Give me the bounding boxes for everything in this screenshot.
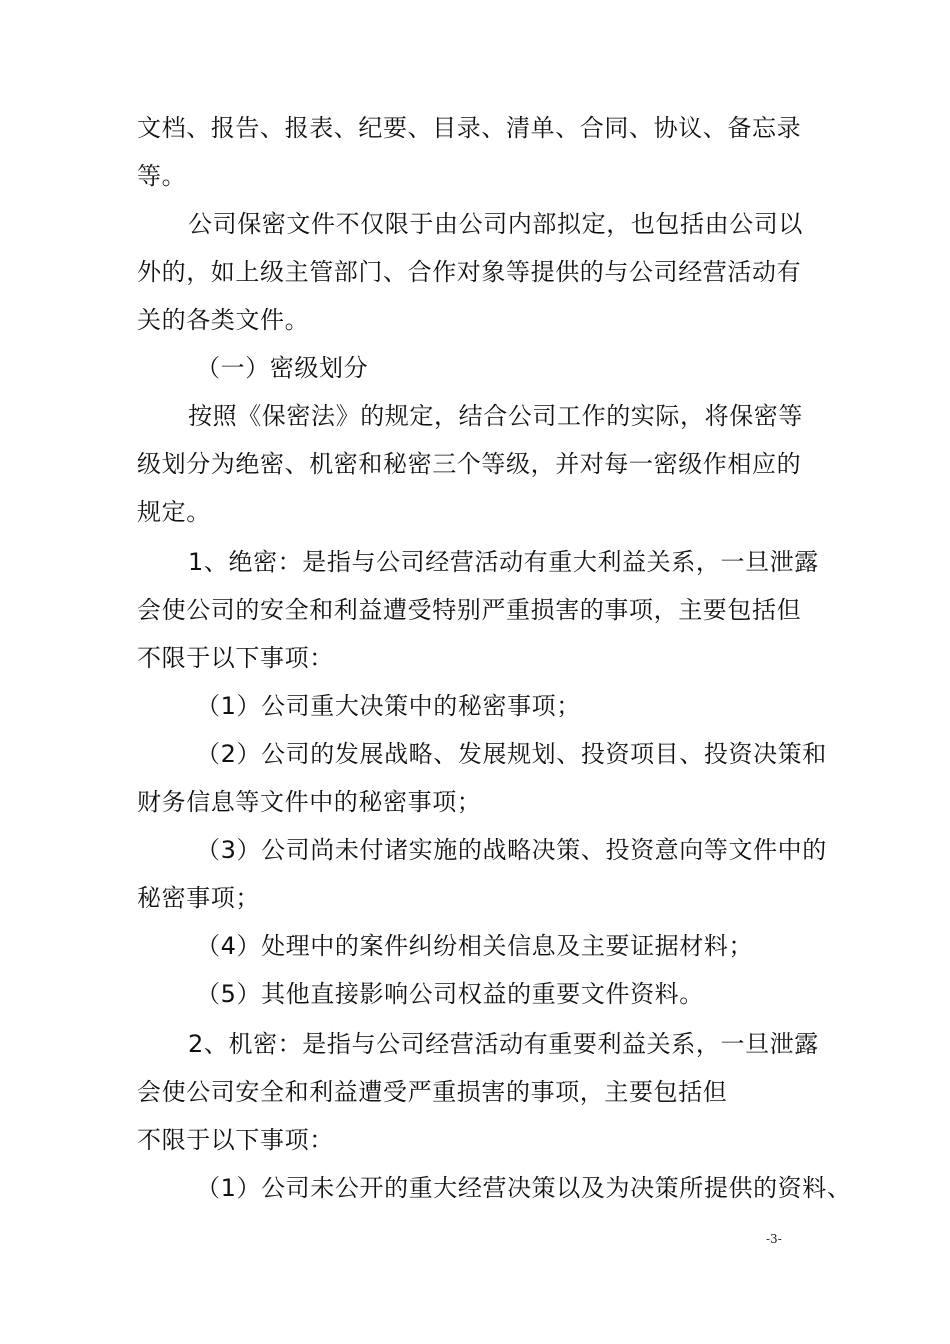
list-item: （1）公司重大决策中的秘密事项； (196, 692, 581, 720)
list-item: （3）公司尚未付诸实施的战略决策、投资意向等文件中的 (196, 836, 827, 864)
section-heading: （一）密级划分 (196, 354, 369, 382)
text-line: 1、绝密：是指与公司经营活动有重大利益关系，一旦泄露 (188, 548, 819, 576)
list-item: （2）公司的发展战略、发展规划、投资项目、投资决策和 (196, 740, 827, 768)
text-line: 文档、报告、报表、纪要、目录、清单、合同、协议、备忘录 (137, 114, 802, 142)
text-line: 2、机密：是指与公司经营活动有重要利益关系，一旦泄露 (188, 1030, 819, 1058)
text-line: 不限于以下事项： (137, 644, 334, 672)
text-line: 等。 (137, 162, 187, 190)
list-item: （5）其他直接影响公司权益的重要文件资料。 (196, 980, 704, 1008)
page-number: -3- (766, 1232, 782, 1246)
text-line: 级划分为绝密、机密和秘密三个等级，并对每一密级作相应的 (137, 450, 802, 478)
text-line: 秘密事项； (137, 884, 260, 912)
text-line: 外的，如上级主管部门、合作对象等提供的与公司经营活动有 (137, 258, 802, 286)
text-line: 不限于以下事项： (137, 1126, 334, 1154)
text-line: 公司保密文件不仅限于由公司内部拟定，也包括由公司以 (188, 210, 803, 238)
list-item: （4）处理中的案件纠纷相关信息及主要证据材料； (196, 932, 754, 960)
text-line: 财务信息等文件中的秘密事项； (137, 788, 482, 816)
list-item: （1）公司未公开的重大经营决策以及为决策所提供的资料、 (196, 1174, 852, 1202)
text-line: 按照《保密法》的规定，结合公司工作的实际，将保密等 (188, 402, 803, 430)
text-line: 会使公司的安全和利益遭受特别严重损害的事项，主要包括但 (137, 596, 802, 624)
text-line: 会使公司安全和利益遭受严重损害的事项，主要包括但 (137, 1078, 728, 1106)
text-line: 关的各类文件。 (137, 306, 310, 334)
text-line: 规定。 (137, 498, 211, 526)
